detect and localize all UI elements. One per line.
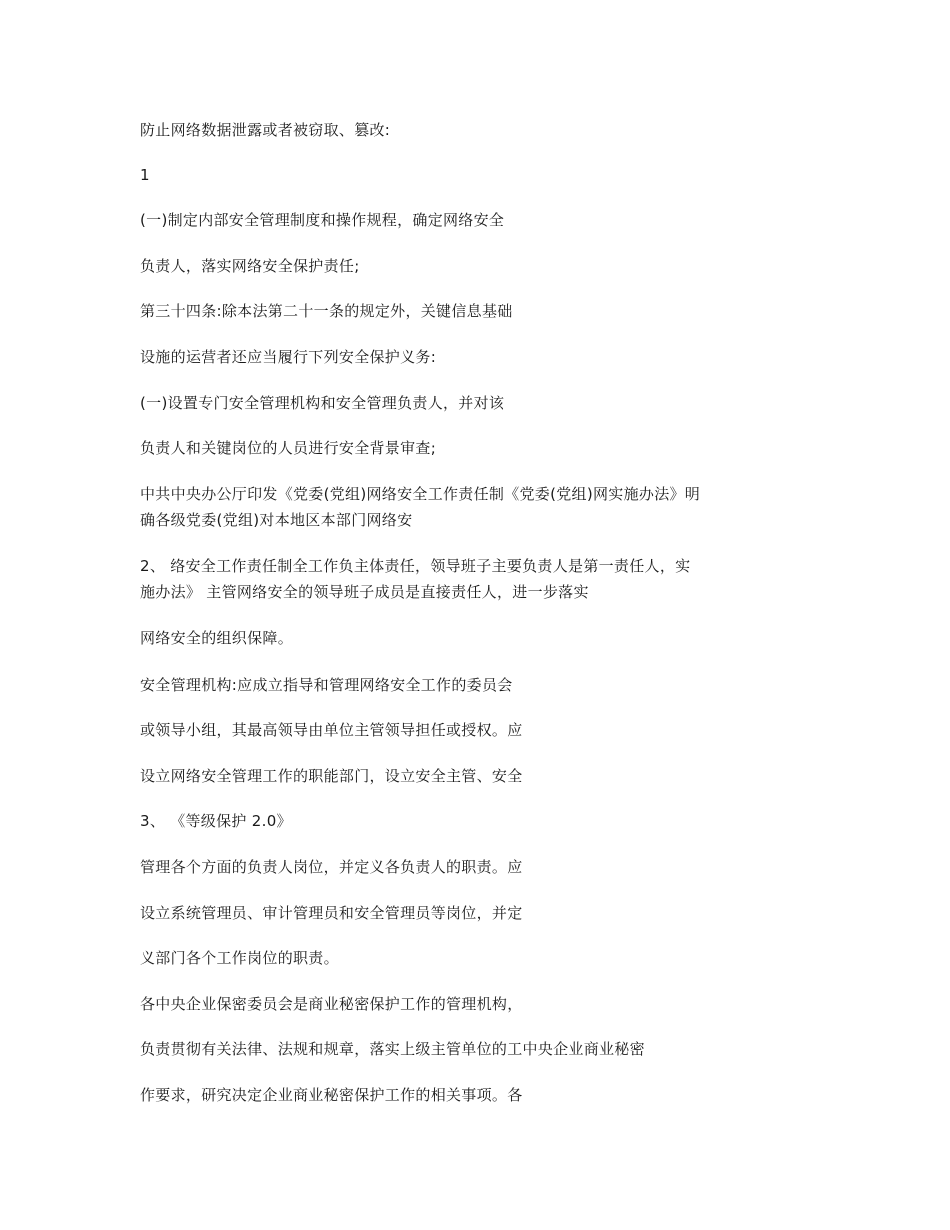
text-line: 确各级党委(党组)对本地区本部门网络安 xyxy=(140,511,413,529)
text-line: 中共中央办公厅印发《党委(党组)网络安全工作责任制《党委(党组)网实施办法》明 xyxy=(140,485,701,503)
text-line: 安全管理机构:应成立指导和管理网络安全工作的委员会 xyxy=(140,676,513,694)
text-line: 负责人，落实网络安全保护责任; xyxy=(140,257,360,275)
text-line: 各中央企业保密委员会是商业秘密保护工作的管理机构， xyxy=(140,995,523,1013)
text-line: 2、 络安全工作责任制全工作负主体责任，领导班子主要负责人是第一责任人，实 xyxy=(140,557,691,575)
text-line: 防止网络数据泄露或者被窃取、篡改: xyxy=(140,121,391,139)
text-line: 设立网络安全管理工作的职能部门，设立安全主管、安全 xyxy=(140,767,523,785)
text-line: 1 xyxy=(140,166,150,184)
text-line: 施办法》 主管网络安全的领导班子成员是直接责任人，进一步落实 xyxy=(140,583,589,601)
text-line: 网络安全的组织保障。 xyxy=(140,629,294,647)
text-line: 3、 《等级保护 2.0》 xyxy=(140,812,292,830)
text-line: 设立系统管理员、审计管理员和安全管理员等岗位，并定 xyxy=(140,904,523,922)
text-line: 作要求，研究决定企业商业秘密保护工作的相关事项。各 xyxy=(140,1086,523,1104)
text-line: 设施的运营者还应当履行下列安全保护义务: xyxy=(140,348,437,366)
text-line: 负责人和关键岗位的人员进行安全背景审查; xyxy=(140,439,437,457)
text-line: 管理各个方面的负责人岗位，并定义各负责人的职责。应 xyxy=(140,858,523,876)
text-line: 负责贯彻有关法律、法规和规章，落实上级主管单位的工中央企业商业秘密 xyxy=(140,1040,645,1058)
text-line: (一)设置专门安全管理机构和安全管理负责人，并对该 xyxy=(140,394,505,412)
text-line: 第三十四条:除本法第二十一条的规定外，关键信息基础 xyxy=(140,302,513,320)
text-line: 义部门各个工作岗位的职责。 xyxy=(140,949,339,967)
text-line: (一)制定内部安全管理制度和操作规程，确定网络安全 xyxy=(140,211,505,229)
text-line: 或领导小组，其最高领导由单位主管领导担任或授权。应 xyxy=(140,721,523,739)
